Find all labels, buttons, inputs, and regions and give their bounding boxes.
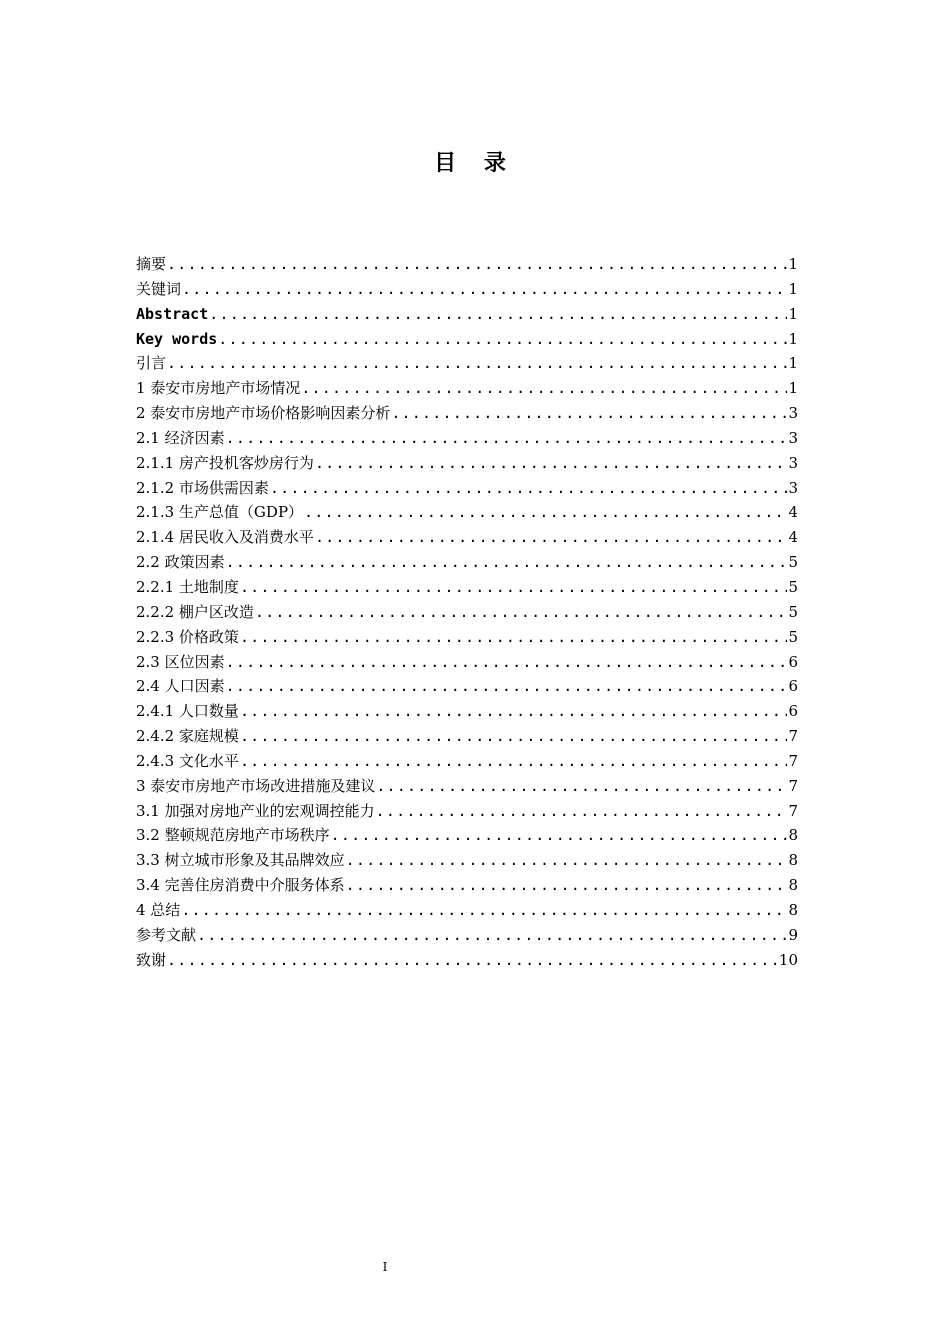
toc-entry[interactable] [136, 774, 798, 799]
toc-entry[interactable] [136, 327, 798, 352]
page-title: 目 录 [434, 150, 516, 176]
dot-leader [376, 774, 787, 799]
toc-entry-page: 1 [788, 379, 798, 398]
dot-leader [209, 302, 787, 327]
toc-entry[interactable] [136, 500, 798, 525]
toc-entry-label: 3 泰安市房地产市场改进措施及建议 [136, 776, 376, 795]
dot-leader [391, 401, 787, 426]
toc-entry[interactable] [136, 426, 798, 451]
toc-entry[interactable] [136, 252, 798, 277]
toc-entry-page: 4 [788, 503, 798, 522]
table-of-contents [136, 252, 798, 972]
toc-entry-label: 3.3 树立城市形象及其品牌效应 [136, 851, 345, 870]
toc-entry-label: 摘要 [136, 255, 167, 273]
toc-entry-page: 3 [788, 428, 798, 447]
toc-entry-page: 10 [778, 950, 798, 969]
toc-entry-page: 4 [788, 528, 798, 547]
dot-leader [240, 575, 788, 600]
toc-entry[interactable] [136, 948, 798, 973]
toc-entry-label: 2.4.3 文化水平 [136, 751, 239, 770]
dot-leader [240, 749, 788, 774]
dot-leader [182, 277, 787, 302]
dot-leader [376, 799, 788, 824]
toc-entry-page: 5 [788, 577, 798, 596]
toc-entry-label: 引言 [136, 354, 167, 373]
toc-entry-page: 8 [788, 876, 798, 895]
toc-entry-label: 2.1.3 生产总值（GDP） [136, 503, 304, 522]
toc-entry-label: Abstract [136, 304, 209, 323]
toc-entry-label: 2.2 政策因素 [136, 553, 225, 572]
toc-entry[interactable] [136, 302, 798, 327]
toc-entry[interactable] [136, 799, 798, 824]
toc-entry-page: 5 [788, 602, 798, 621]
toc-entry-page: 7 [788, 776, 798, 795]
toc-entry[interactable] [136, 575, 798, 600]
toc-entry[interactable] [136, 401, 798, 426]
toc-entry-page: 1 [788, 329, 798, 348]
dot-leader [255, 600, 788, 625]
toc-entry-page: 9 [788, 925, 798, 944]
toc-entry[interactable] [136, 873, 798, 898]
toc-entry[interactable] [136, 923, 798, 948]
dot-leader [181, 898, 787, 923]
toc-entry-page: 3 [788, 404, 798, 423]
toc-entry-page: 7 [788, 727, 798, 746]
toc-entry-label: 参考文献 [136, 925, 197, 944]
toc-entry[interactable] [136, 600, 798, 625]
dot-leader [197, 923, 787, 948]
toc-entry[interactable] [136, 724, 798, 749]
toc-entry-label: 2.2.3 价格政策 [136, 627, 239, 646]
dot-leader [331, 823, 788, 848]
dot-leader [346, 848, 788, 873]
toc-entry-label: 2.4 人口因素 [136, 677, 225, 696]
dot-leader [226, 426, 788, 451]
dot-leader [315, 525, 788, 550]
toc-entry-label: 2.3 区位因素 [136, 652, 225, 671]
toc-entry[interactable] [136, 525, 798, 550]
dot-leader [167, 351, 787, 376]
toc-entry-page: 1 [788, 255, 798, 273]
toc-entry[interactable] [136, 749, 798, 774]
toc-entry-page: 8 [788, 826, 798, 845]
toc-entry-page: 3 [788, 478, 798, 497]
toc-entry-label: 2.4.1 人口数量 [136, 702, 239, 721]
toc-entry-page: 1 [788, 279, 798, 298]
toc-entry[interactable] [136, 625, 798, 650]
toc-entry-label: Key words [136, 329, 218, 348]
toc-entry-page: 7 [788, 801, 798, 820]
dot-leader [167, 948, 778, 973]
toc-entry-label: 4 总结 [136, 900, 181, 919]
toc-entry-label: 关键词 [136, 279, 182, 298]
toc-entry-page: 3 [788, 453, 798, 472]
toc-entry-label: 2.1.2 市场供需因素 [136, 478, 269, 497]
dot-leader [301, 376, 787, 401]
toc-entry[interactable] [136, 451, 798, 476]
dot-leader [240, 699, 788, 724]
toc-entry-label: 致谢 [136, 950, 167, 969]
toc-entry[interactable] [136, 476, 798, 501]
toc-entry-label: 2.1 经济因素 [136, 428, 225, 447]
dot-leader [218, 327, 787, 352]
toc-entry-page: 6 [788, 652, 798, 671]
toc-entry[interactable] [136, 674, 798, 699]
dot-leader [240, 724, 788, 749]
toc-entry[interactable] [136, 376, 798, 401]
dot-leader [226, 674, 788, 699]
toc-entry-label: 3.1 加强对房地产业的宏观调控能力 [136, 801, 375, 820]
toc-entry-page: 6 [788, 702, 798, 721]
toc-entry-page: 5 [788, 553, 798, 572]
toc-entry[interactable] [136, 650, 798, 675]
toc-entry-label: 2.2.2 棚户区改造 [136, 602, 254, 621]
toc-entry[interactable] [136, 848, 798, 873]
dot-leader [226, 650, 788, 675]
dot-leader [226, 550, 788, 575]
toc-entry[interactable] [136, 699, 798, 724]
toc-entry[interactable] [136, 823, 798, 848]
dot-leader [167, 252, 787, 277]
toc-entry-page: 5 [788, 627, 798, 646]
dot-leader [304, 500, 787, 525]
toc-entry-page: 7 [788, 751, 798, 770]
toc-entry-page: 8 [788, 851, 798, 870]
toc-entry-label: 1 泰安市房地产市场情况 [136, 379, 301, 398]
toc-entry-page: 1 [788, 304, 798, 323]
dot-leader [315, 451, 788, 476]
toc-entry[interactable] [136, 898, 798, 923]
toc-entry-label: 2.1.1 房产投机客炒房行为 [136, 453, 314, 472]
toc-entry[interactable] [136, 550, 798, 575]
toc-entry-label: 3.2 整顿规范房地产市场秩序 [136, 826, 330, 845]
page-number: I [382, 1260, 388, 1274]
toc-entry[interactable] [136, 351, 798, 376]
toc-entry-label: 2.2.1 土地制度 [136, 577, 239, 596]
toc-entry-label: 2.1.4 居民收入及消费水平 [136, 528, 314, 547]
toc-entry-page: 1 [788, 354, 798, 373]
dot-leader [270, 476, 788, 501]
toc-entry-page: 8 [788, 900, 798, 919]
toc-entry-label: 3.4 完善住房消费中介服务体系 [136, 876, 345, 895]
dot-leader [346, 873, 788, 898]
toc-entry-label: 2 泰安市房地产市场价格影响因素分析 [136, 404, 391, 423]
dot-leader [240, 625, 788, 650]
toc-entry-page: 6 [788, 677, 798, 696]
toc-entry-label: 2.4.2 家庭规模 [136, 727, 239, 746]
toc-entry[interactable] [136, 277, 798, 302]
